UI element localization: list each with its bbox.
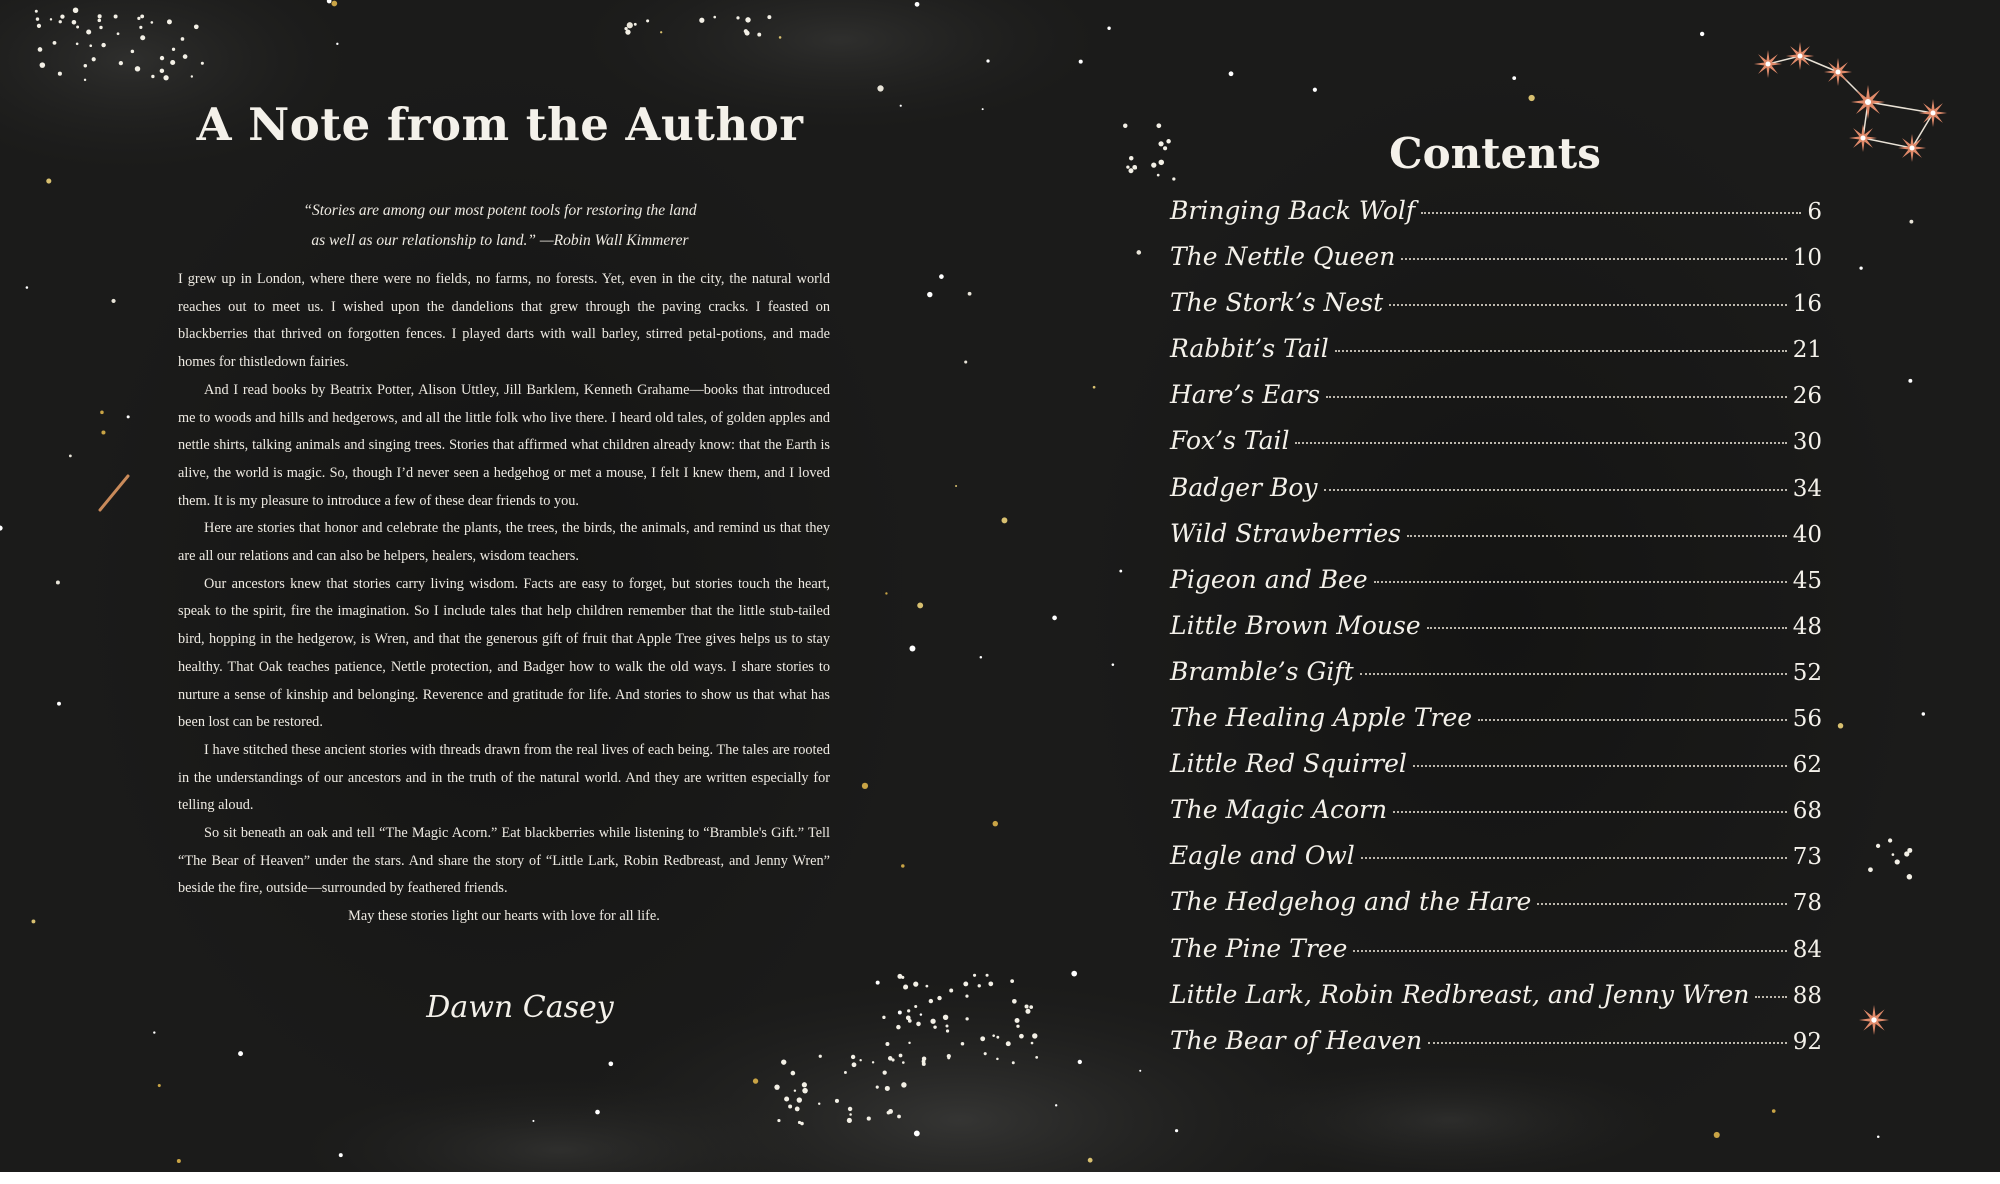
toc-dot-leader bbox=[1374, 581, 1787, 583]
toc-dot-leader bbox=[1324, 489, 1787, 491]
toc-entry-title: The Magic Acorn bbox=[1170, 795, 1388, 825]
toc-entry-page-number: 73 bbox=[1792, 844, 1822, 871]
toc-entry-title: Eagle and Owl bbox=[1170, 841, 1355, 871]
page-title: A Note from the Author bbox=[196, 98, 804, 151]
toc-entry-page-number: 78 bbox=[1792, 890, 1822, 917]
author-note-body bbox=[178, 266, 830, 931]
toc-dot-leader bbox=[1353, 950, 1786, 952]
toc-entry bbox=[1170, 426, 1822, 472]
toc-dot-leader bbox=[1361, 857, 1787, 859]
toc-dot-leader bbox=[1413, 765, 1787, 767]
toc-entry bbox=[1170, 657, 1822, 703]
toc-entry bbox=[1170, 611, 1822, 657]
toc-entry-title: Hare’s Ears bbox=[1170, 380, 1321, 410]
toc-entry-page-number: 48 bbox=[1792, 613, 1822, 640]
author-note-page bbox=[0, 0, 1000, 1172]
toc-entry-page-number: 68 bbox=[1792, 798, 1822, 825]
toc-entry-title: Little Brown Mouse bbox=[1170, 610, 1421, 640]
toc-entry-title: The Pine Tree bbox=[1170, 933, 1348, 963]
toc-entry bbox=[1170, 703, 1822, 749]
toc-entry-page-number: 88 bbox=[1792, 982, 1822, 1009]
toc-entry bbox=[1170, 795, 1822, 841]
toc-dot-leader bbox=[1478, 719, 1787, 721]
toc-dot-leader bbox=[1335, 350, 1787, 352]
toc-entry-page-number: 21 bbox=[1792, 337, 1822, 364]
toc-entry bbox=[1170, 934, 1822, 980]
toc-entry-page-number: 6 bbox=[1807, 199, 1822, 225]
toc-entry-page-number: 30 bbox=[1792, 429, 1822, 456]
toc-entry-title: Wild Strawberries bbox=[1170, 518, 1401, 548]
toc-dot-leader bbox=[1326, 396, 1787, 398]
toc-dot-leader bbox=[1427, 627, 1787, 629]
toc-dot-leader bbox=[1401, 258, 1786, 260]
toc-dot-leader bbox=[1389, 304, 1787, 306]
toc-dot-leader bbox=[1393, 811, 1787, 813]
toc-entry-title: Rabbit’s Tail bbox=[1170, 334, 1329, 364]
toc-entry bbox=[1170, 841, 1822, 887]
toc-entry-page-number: 10 bbox=[1792, 245, 1822, 272]
toc-entry-title: The Bear of Heaven bbox=[1170, 1025, 1423, 1055]
toc-entry bbox=[1170, 887, 1822, 933]
toc-dot-leader bbox=[1360, 673, 1787, 675]
epigraph-line: “Stories are among our most potent tools for restoring the land bbox=[303, 202, 697, 219]
toc-entry bbox=[1170, 334, 1822, 380]
contents-page bbox=[1000, 0, 2000, 1172]
author-signature: Dawn Casey bbox=[426, 990, 614, 1025]
toc-dot-leader bbox=[1537, 903, 1786, 905]
toc-entry-title: The Stork’s Nest bbox=[1170, 288, 1384, 318]
body-paragraph: So sit beneath an oak and tell “The Magic Acorn.” Eat blackberries while listening to “Bramble's Gift.” Tell “The Bear of Heaven” under the stars. And share the story of “Little Lark, Robin Redbreast, and Jenny Wren” beside the fire, outside—surrounded by feathered friends. bbox=[178, 825, 830, 897]
toc-entry-page-number: 45 bbox=[1792, 567, 1822, 594]
toc-entry bbox=[1170, 242, 1822, 288]
toc-entry-title: The Healing Apple Tree bbox=[1170, 703, 1473, 733]
toc-entry-title: Fox’s Tail bbox=[1170, 426, 1290, 456]
toc-entry-page-number: 62 bbox=[1792, 752, 1822, 779]
epigraph-line: as well as our relationship to land.” —Robin Wall Kimmerer bbox=[311, 232, 689, 249]
toc-entry-title: The Hedgehog and the Hare bbox=[1170, 887, 1532, 917]
toc-entry-title: Little Lark, Robin Redbreast, and Jenny Wren bbox=[1170, 979, 1750, 1009]
toc-dot-leader bbox=[1428, 1042, 1786, 1044]
toc-entry bbox=[1170, 519, 1822, 565]
toc-entry bbox=[1170, 749, 1822, 795]
toc-entry-title: Little Red Squirrel bbox=[1170, 749, 1407, 779]
epigraph-quote bbox=[180, 196, 820, 256]
toc-entry-title: The Nettle Queen bbox=[1170, 242, 1396, 272]
toc-entry bbox=[1170, 288, 1822, 334]
toc-dot-leader bbox=[1295, 442, 1786, 444]
toc-dot-leader bbox=[1407, 535, 1787, 537]
body-paragraph: Our ancestors knew that stories carry living wisdom. Facts are easy to forget, but stories touch the heart, speak to the spirit, fire the imagination. So I include tales that help children remember that the little stub-tailed bird, hopping in the hedgerow, is Wren, and that the generous gift of fruit that Apple Tree gives helps us to stay healthy. That Oak teaches patience, Nettle protection, and Badger how to walk the old ways. I share stories to nurture a sense of kinship and belonging. Reverence and gratitude for life. And stories to show us that what has been lost can be restored. bbox=[178, 575, 830, 731]
toc-dot-leader bbox=[1421, 212, 1801, 214]
toc-entry-title: Bramble’s Gift bbox=[1170, 656, 1354, 686]
toc-entry-page-number: 52 bbox=[1792, 659, 1822, 686]
closing-line: May these stories light our hearts with love for all life. bbox=[348, 908, 660, 925]
toc-entry bbox=[1170, 1026, 1822, 1072]
toc-dot-leader bbox=[1755, 996, 1786, 998]
toc-entry-page-number: 40 bbox=[1792, 521, 1822, 548]
toc-entry-title: Badger Boy bbox=[1170, 472, 1318, 502]
toc-entry bbox=[1170, 380, 1822, 426]
contents-title: Contents bbox=[1389, 129, 1601, 178]
toc-entry bbox=[1170, 980, 1822, 1026]
body-paragraph: I have stitched these ancient stories with threads drawn from the real lives of each being. The tales are rooted in the understandings of our ancestors and in the truth of the natural world. And they are written especially for telling aloud. bbox=[178, 741, 830, 814]
body-paragraph: I grew up in London, where there were no fields, no farms, no forests. Yet, even in the city, the natural world reaches out to meet us. I wished upon the dandelions that grew through the paving cracks. I feasted on blackberries that thrived on forgotten fences. I played darts with wall barley, stirred petal-potions, and made homes for thistledown fairies. bbox=[178, 271, 830, 371]
toc-entry bbox=[1170, 565, 1822, 611]
table-of-contents bbox=[1170, 196, 1822, 1072]
toc-entry bbox=[1170, 473, 1822, 519]
toc-entry-title: Bringing Back Wolf bbox=[1170, 196, 1416, 225]
toc-entry-page-number: 34 bbox=[1792, 475, 1822, 502]
toc-entry bbox=[1170, 196, 1822, 242]
toc-entry-page-number: 26 bbox=[1792, 383, 1822, 410]
body-paragraph: Here are stories that honor and celebrate the plants, the trees, the birds, the animals, and remind us that they are all our relations and can also be helpers, healers, wisdom teachers. bbox=[178, 520, 830, 565]
toc-entry-page-number: 56 bbox=[1792, 706, 1822, 733]
toc-entry-page-number: 84 bbox=[1792, 936, 1822, 963]
toc-entry-title: Pigeon and Bee bbox=[1170, 564, 1368, 594]
toc-entry-page-number: 92 bbox=[1792, 1028, 1822, 1055]
body-paragraph: And I read books by Beatrix Potter, Alison Uttley, Jill Barklem, Kenneth Grahame—books that introduced me to woods and hills and hedgerows, and all the little folk who live there. I heard old tales, of golden apples and nettle shirts, talking animals and singing trees. Stories that affirmed what children already know: that the Earth is alive, the world is magic. So, though I’d never seen a hedgehog or met a mouse, I felt I knew them, and I loved them. It is my pleasure to introduce a few of these dear friends to you. bbox=[178, 381, 830, 509]
toc-entry-page-number: 16 bbox=[1792, 291, 1822, 318]
